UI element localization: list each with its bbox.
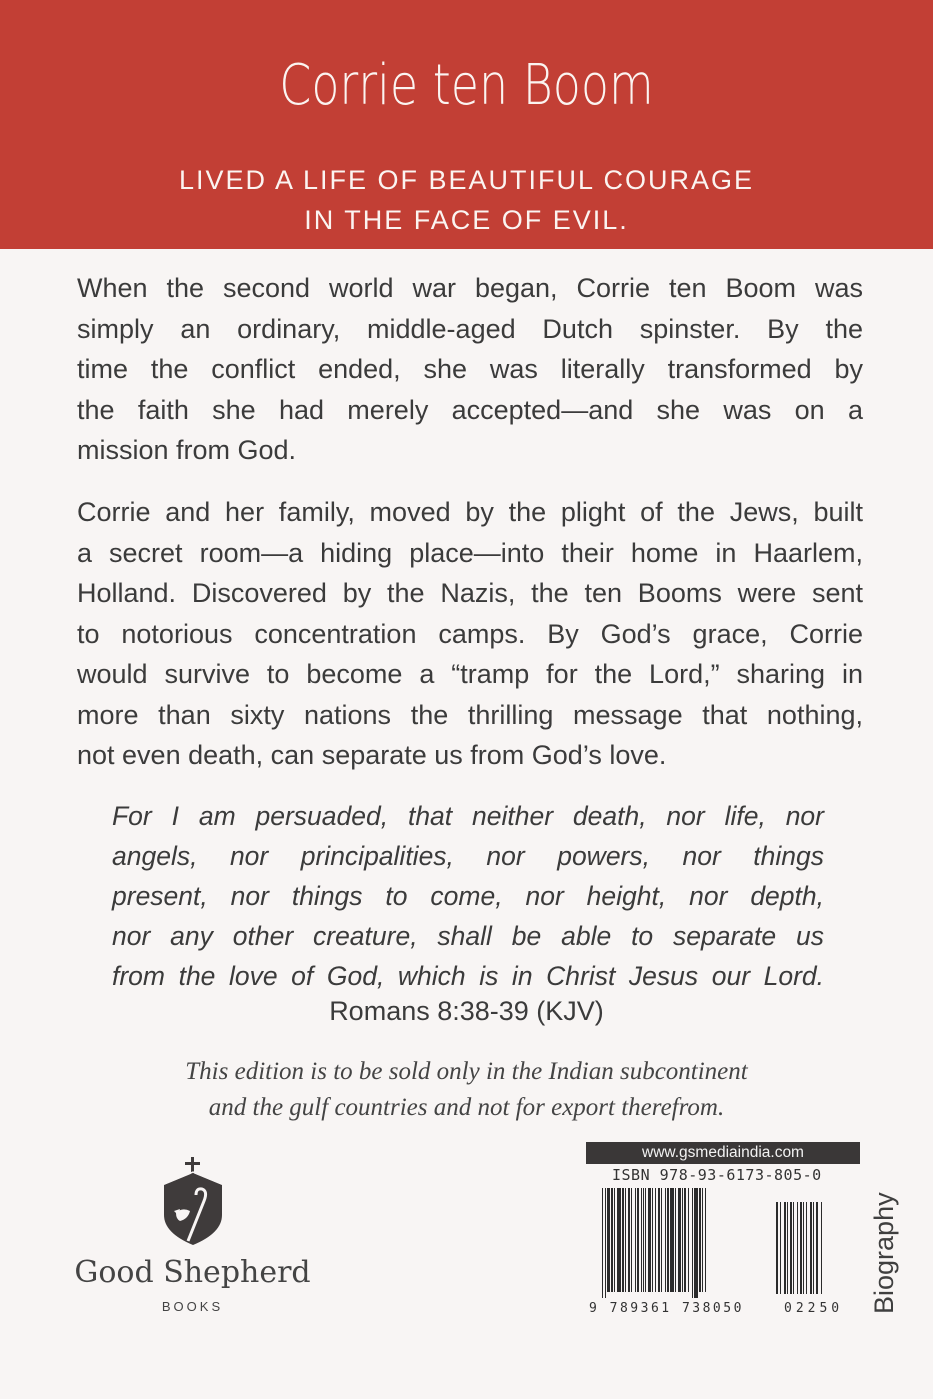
- text-line: simply an ordinary, middle-aged Dutch spinster. By the: [77, 313, 863, 344]
- barcode-bar: [675, 1188, 676, 1292]
- description-paragraph-2: [77, 492, 863, 776]
- verse-line: For I am persuaded, that neither death, nor life, nor: [112, 801, 824, 831]
- barcode-bar: [637, 1188, 639, 1292]
- text-line: Corrie and her family, moved by the plight of the Jews, built: [77, 497, 863, 527]
- text-line: more than sixty nations the thrilling message that nothing,: [77, 699, 863, 730]
- verse-reference: Romans 8:38-39 (KJV): [329, 996, 604, 1026]
- barcode-bar: [776, 1202, 778, 1294]
- barcode-digits-addon: 02250: [784, 1301, 844, 1316]
- genre-text: Biography: [869, 1192, 899, 1314]
- barcode-bar: [670, 1188, 674, 1292]
- verse-line: from the love of God, which is in Christ Jesus our Lord.: [112, 961, 824, 991]
- barcode-digits-main: 9 789361 738050: [589, 1301, 744, 1316]
- verse-line: nor any other creature, shall be able to separate us: [112, 921, 824, 951]
- barcode-bar: [622, 1188, 624, 1292]
- barcode-bar: [797, 1202, 798, 1294]
- sales-notice: [0, 1054, 933, 1126]
- text-line: Holland. Discovered by the Nazis, the ten Booms were sent: [77, 578, 863, 608]
- barcode-bar: [648, 1188, 651, 1292]
- barcode-bar: [813, 1202, 814, 1294]
- barcode-bar: [810, 1202, 812, 1294]
- barcode-bar: [790, 1202, 792, 1294]
- shield-cross-crook-dove-icon: [160, 1157, 226, 1247]
- text-line: a secret room—a hiding place—into their home in Haarlem,: [77, 537, 863, 568]
- text-line: would survive to become a “tramp for the Lord,” sharing in: [77, 659, 863, 689]
- barcode-bar: [607, 1188, 610, 1292]
- isbn-barcode: [596, 1188, 774, 1300]
- barcode-bar: [658, 1188, 660, 1292]
- tagline: [0, 160, 933, 240]
- barcode-bar: [628, 1188, 630, 1292]
- barcode-bar: [655, 1188, 656, 1292]
- addon-barcode: [770, 1202, 848, 1298]
- website-url[interactable]: www.gsmediaindia.com: [586, 1142, 860, 1164]
- barcode-bar: [692, 1188, 693, 1298]
- publisher-name: Good Shepherd: [74, 1255, 311, 1290]
- verse-line: angels, nor principalities, nor powers, nor things: [112, 841, 824, 871]
- barcode-bar: [780, 1202, 781, 1294]
- barcode-bar: [784, 1202, 786, 1294]
- text-line: time the conflict ended, she was literally transformed by: [77, 354, 863, 384]
- barcode-bar: [631, 1188, 632, 1292]
- text-line: not even death, can separate us from God’s love.: [77, 740, 667, 770]
- barcode-bar: [806, 1202, 807, 1294]
- barcode-bar: [684, 1188, 686, 1292]
- barcode-bar: [699, 1188, 701, 1292]
- barcode-bar: [652, 1188, 653, 1292]
- barcode-bar: [667, 1188, 669, 1292]
- barcode-bar: [678, 1188, 681, 1292]
- barcode-bar: [694, 1188, 698, 1298]
- description-paragraph-1: [77, 268, 863, 471]
- bible-verse: [112, 796, 824, 996]
- barcode-bar: [665, 1188, 666, 1292]
- barcode-bar: [787, 1202, 788, 1294]
- publisher-subname: BOOKS: [161, 1299, 224, 1314]
- barcode-bar: [688, 1188, 689, 1292]
- barcode-bar: [643, 1188, 644, 1292]
- barcode-bar: [635, 1188, 636, 1292]
- text-line: mission from God.: [77, 435, 297, 465]
- barcode-bar: [793, 1202, 794, 1294]
- barcode-bar: [800, 1202, 802, 1294]
- barcode-bar: [611, 1188, 613, 1292]
- barcode-bar: [602, 1188, 603, 1298]
- barcode-bar: [705, 1188, 706, 1292]
- barcode-bar: [625, 1188, 626, 1292]
- text-line: the faith she had merely accepted—and she was on a: [77, 394, 863, 425]
- barcode-bar: [641, 1188, 642, 1292]
- book-title: Corrie ten Boom: [279, 53, 654, 118]
- barcode-bar: [821, 1202, 822, 1294]
- notice-line-1: This edition is to be sold only in the Indian subcontinent: [185, 1058, 748, 1085]
- barcode-bar: [645, 1188, 646, 1292]
- barcode-bar: [614, 1188, 615, 1292]
- text-line: When the second world war began, Corrie ten Boom was: [77, 273, 863, 303]
- notice-line-2: and the gulf countries and not for export therefrom.: [208, 1094, 725, 1121]
- barcode-bar: [661, 1188, 662, 1292]
- barcode-bar: [682, 1188, 683, 1292]
- text-line: to notorious concentration camps. By God’s grace, Corrie: [77, 618, 863, 649]
- verse-line: present, nor things to come, nor height, nor depth,: [112, 881, 824, 911]
- publisher-logo: [60, 1155, 325, 1325]
- barcode-bar: [605, 1188, 606, 1298]
- barcode-bar: [702, 1188, 703, 1292]
- barcode-bar: [816, 1202, 818, 1294]
- tagline-line-1: LIVED A LIFE OF BEAUTIFUL COURAGE: [178, 165, 755, 195]
- cover-header: [0, 0, 933, 249]
- isbn-label: ISBN 978-93-6173-805-0: [612, 1166, 822, 1184]
- barcode-bar: [803, 1202, 804, 1294]
- barcode-bar: [617, 1188, 621, 1292]
- tagline-line-2: IN THE FACE OF EVIL.: [304, 205, 629, 235]
